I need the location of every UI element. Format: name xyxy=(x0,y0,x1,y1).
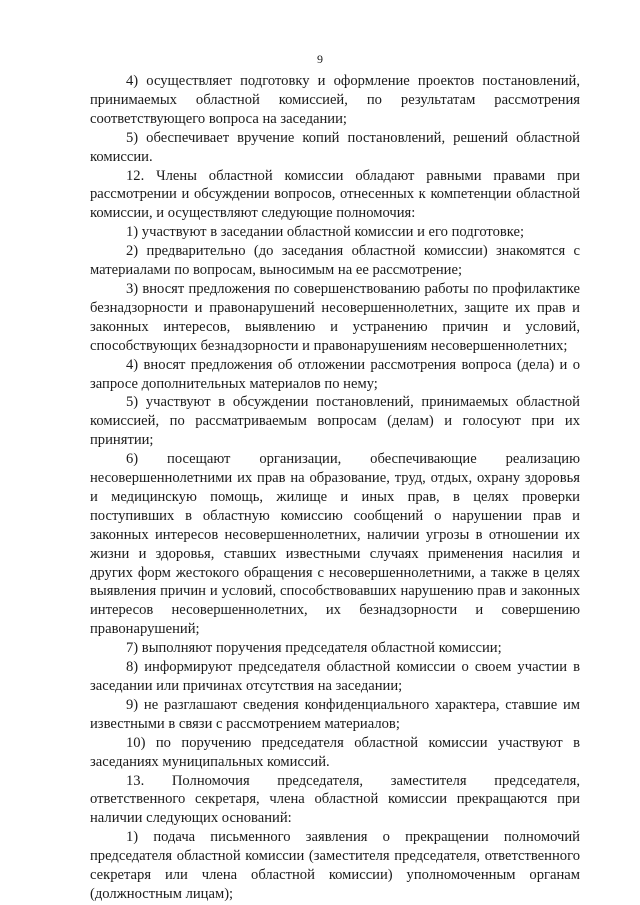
paragraph: 4) осуществляет подготовку и оформление проектов постановлений, принимаемых областной комиссией, по результатам рассмотрения соответствующего вопроса на заседании; xyxy=(90,73,580,127)
paragraph: 8) информируют председателя областной комиссии о своем участии в заседании или причинах отсутствия на заседании; xyxy=(90,659,580,694)
paragraph: 1) участвуют в заседании областной комиссии и его подготовке; xyxy=(126,224,525,241)
paragraph: 3) вносят предложения по совершенствованию работы по профилактике безнадзорности и правонарушений несовершеннолетних, защите их прав и законных интересов, выявлению и устранению причин и условий, способствующих безнадзорности и правонарушениям несовершеннолетних; xyxy=(90,280,580,354)
paragraph: 2) предварительно (до заседания областной комиссии) знакомятся с материалами по вопросам, выносимым на ее рассмотрение; xyxy=(90,243,580,279)
document-body xyxy=(90,72,580,904)
paragraph: 5) обеспечивает вручение копий постановлений, решений областной комиссии. xyxy=(90,129,580,165)
paragraph: 1) подача письменного заявления о прекращении полномочий председателя областной комиссии (заместителя председателя, ответственного секретаря или члена областной комиссии) уполномоченным органам (должностным лицам); xyxy=(90,829,580,902)
page-number: 9 xyxy=(317,52,323,66)
paragraph: 13. Полномочия председателя, заместителя председателя, ответственного секретаря, члена областной комиссии прекращаются при наличии следующих оснований: xyxy=(90,772,580,827)
paragraph: 12. Члены областной комиссии обладают равными правами при рассмотрении и обсуждении вопросов, отнесенных к компетенции областной комиссии, и осуществляют следующие полномочия: xyxy=(90,167,580,222)
paragraph: 9) не разглашают сведения конфиденциального характера, ставшие им известными в связи с рассмотрением материалов; xyxy=(90,696,580,732)
paragraph: 4) вносят предложения об отложении рассмотрения вопроса (дела) и о запросе дополнительных материалов по нему; xyxy=(90,356,580,392)
paragraph: 6) посещают организации, обеспечивающие реализацию несовершеннолетними их прав на образование, труд, отдых, охрану здоровья и медицинскую помощь, жилище и иных прав, в целях проверки поступивших в областную комиссию сообщений о нарушении прав и законных интересов несовершеннолетних, наличии угрозы в отношении их жизни и здоровья, ставших известными случаях применения насилия и других форм жестокого обращения с несовершеннолетними, а также в целях выявления причин и условий, способствовавших нарушению прав и законных интересов несовершеннолетних, их безнадзорности и совершению правонарушений; xyxy=(90,451,580,638)
paragraph: 5) участвуют в обсуждении постановлений, принимаемых областной комиссией, по рассматриваемым вопросам (делам) и голосуют при их принятии; xyxy=(90,394,580,449)
paragraph: 7) выполняют поручения председателя областной комиссии; xyxy=(126,640,502,657)
paragraph: 10) по поручению председателя областной комиссии участвуют в заседаниях муниципальных комиссий. xyxy=(90,734,580,770)
